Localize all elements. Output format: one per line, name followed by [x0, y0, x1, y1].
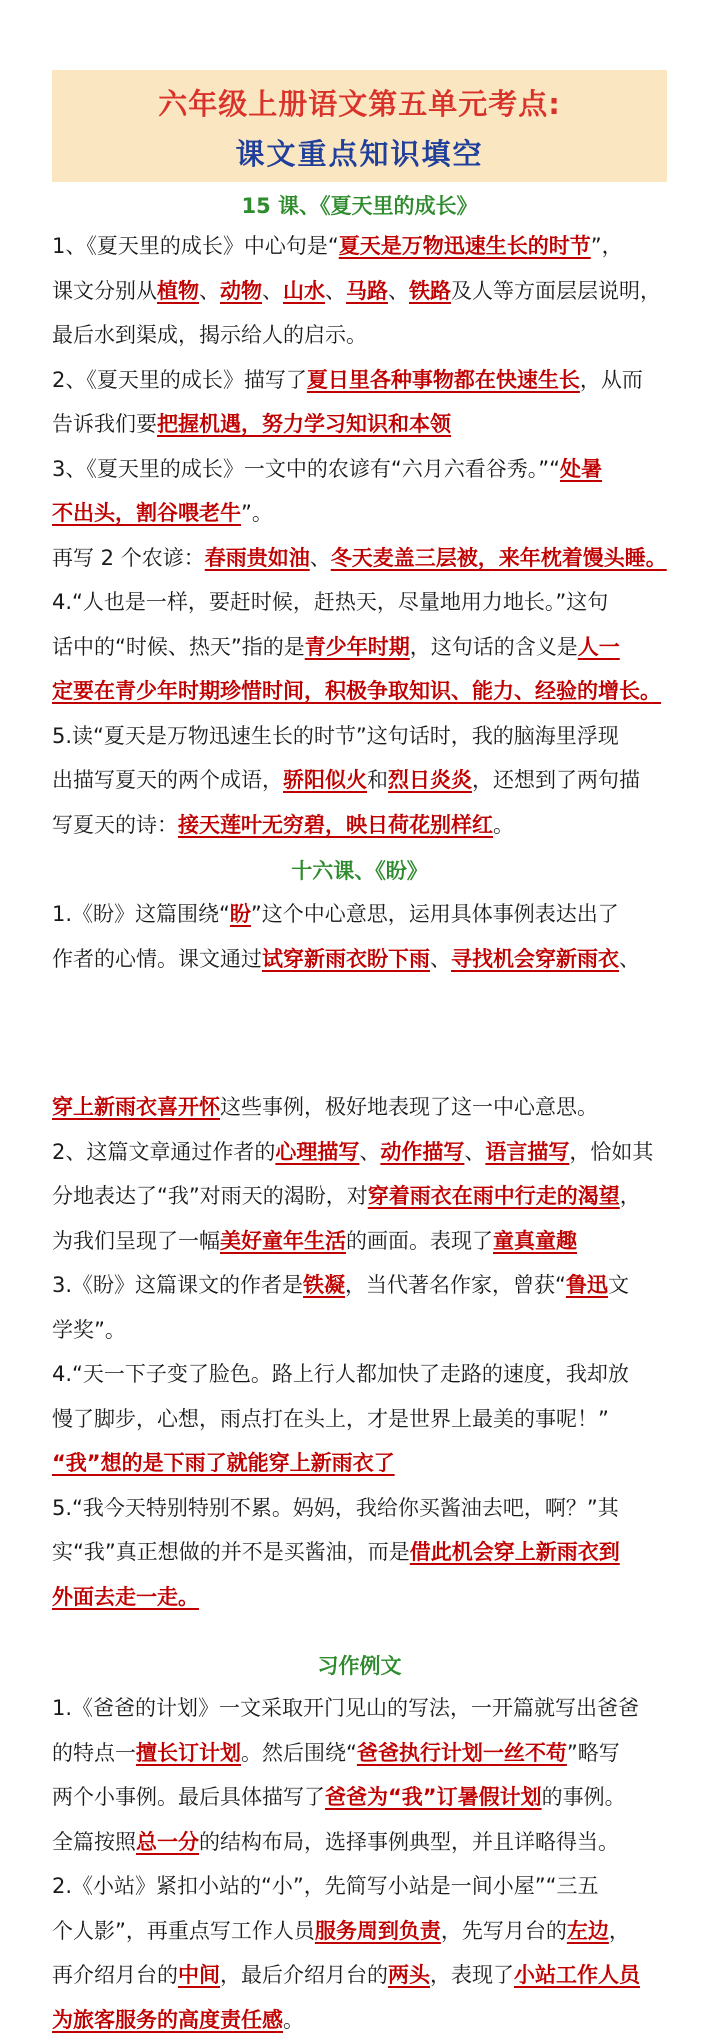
text-line: [52, 1441, 676, 1485]
body-text: 。然后围绕“: [241, 1740, 357, 1765]
body-text: ，先写月台的: [440, 1918, 567, 1943]
answer-text: 青少年时期: [304, 634, 410, 659]
answer-text: 处暑: [560, 456, 602, 481]
text-line: [52, 1486, 676, 1530]
body-text: 、: [199, 278, 220, 303]
body-text: 1、《夏天里的成长》中心句是“: [52, 234, 339, 258]
body-text: 、: [430, 946, 451, 971]
answer-text: 总一分: [136, 1829, 199, 1854]
answer-text: 为旅客服务的高度责任感: [52, 2007, 283, 2032]
answer-text: 春雨贵如油: [204, 545, 310, 570]
body-text: 最后水到渠成，揭示给人的启示。: [52, 323, 367, 347]
body-text: 、: [619, 946, 640, 971]
body-text: 1.《爸爸的计划》一文采取开门见山的写法，一开篇就写出爸爸: [52, 1696, 640, 1720]
body-text: 出描写夏天的两个成语，: [52, 768, 283, 792]
text-line: [52, 1575, 676, 1619]
text-line: [52, 892, 676, 936]
section-title-lesson15: 15 课、《夏天里的成长》: [241, 194, 478, 218]
answer-text: 寻找机会穿新雨衣: [451, 946, 619, 971]
body-text: ，恰如其: [569, 1139, 654, 1164]
answer-text: 铁路: [409, 278, 451, 303]
body-text: 慢了脚步，心想，雨点打在头上，才是世界上最美的事呢！”: [52, 1406, 609, 1431]
answer-text: 铁凝: [303, 1273, 346, 1297]
section-title-lesson16: 十六课、《盼》: [291, 859, 428, 883]
body-text: 4.“天一下子变了脸色。路上行人都加快了走路的速度，我却放: [52, 1362, 629, 1386]
body-text: 3.《盼》这篇课文的作者是: [52, 1273, 304, 1297]
answer-text: 擅长订计划: [136, 1740, 241, 1765]
page-title: 六年级上册语文第五单元考点:: [158, 87, 561, 121]
text-line: [52, 1820, 676, 1864]
text-line: [52, 1263, 676, 1307]
body-text: 写夏天的诗：: [52, 812, 178, 837]
body-text: 实“我”真正想做的并不是买酱油，而是: [52, 1540, 410, 1564]
body-text: ，当代著名作家，曾获“: [345, 1273, 566, 1297]
answer-text: 定要在青少年时期珍惜时间，积极争取知识、能力、经验的增长。: [52, 679, 661, 703]
body-text: ，从而: [579, 367, 643, 392]
text-line: [52, 1953, 676, 1997]
answer-text: 语言描写: [485, 1139, 570, 1164]
body-text: 及人等方面层层说明，: [451, 278, 661, 303]
body-text: ，这句话的含义是: [409, 634, 578, 659]
body-text: 、: [309, 545, 331, 570]
body-text: ，最后介绍月台的: [220, 1963, 388, 1987]
text-line: [52, 1085, 676, 1129]
answer-text: 试穿新雨衣盼下雨: [262, 946, 430, 971]
answer-text: 把握机遇，努力学习知识和本领: [157, 412, 451, 436]
body-text: 2、这篇文章通过作者的: [52, 1139, 276, 1164]
text-line: [52, 758, 676, 802]
answer-text: 植物: [157, 278, 199, 303]
text-line: [52, 1174, 676, 1218]
answer-text: 爸爸为“我”订暑假计划: [325, 1785, 542, 1809]
text-line: [52, 937, 676, 981]
text-line: [52, 224, 676, 268]
answer-text: 心理描写: [275, 1139, 360, 1164]
body-text: 两个小事例。最后具体描写了: [52, 1785, 325, 1809]
text-line: [52, 358, 676, 402]
body-text: ”这个中心意思，运用具体事例表达出了: [250, 902, 619, 926]
answer-text: 夏日里各种事物都在快速生长: [306, 367, 580, 392]
answer-text: 左边: [566, 1918, 609, 1943]
answer-text: 冬天麦盖三层被，来年枕着馒头睡。: [330, 545, 667, 570]
body-text: 的事例。: [541, 1785, 626, 1809]
answer-text: 烈日炎炎: [388, 768, 472, 792]
answer-text: 接天莲叶无穷碧，映日荷花别样红: [178, 812, 493, 837]
body-text: ”略写: [566, 1740, 620, 1765]
text-line: [52, 1775, 676, 1819]
body-text: 5.“我今天特别特别不累。妈妈，我给你买酱油去吧，啊？”其: [52, 1495, 619, 1520]
text-line: [52, 536, 676, 580]
answer-text: 动物: [220, 278, 262, 303]
text-line: [52, 1864, 676, 1908]
text-line: [52, 1219, 676, 1263]
answer-text: 两头: [388, 1963, 430, 1987]
text-line: [52, 491, 676, 535]
answer-text: 马路: [346, 278, 388, 303]
body-text: 文: [607, 1273, 629, 1297]
body-text: 、: [359, 1139, 381, 1164]
text-line: [52, 269, 676, 313]
answer-text: 童真童趣: [493, 1228, 577, 1253]
body-text: 和: [367, 768, 388, 792]
text-line: [52, 447, 676, 491]
answer-text: 动作描写: [380, 1139, 465, 1164]
answer-text: “我”想的是下雨了就能穿上新雨衣了: [52, 1451, 395, 1475]
text-line: [52, 1130, 676, 1174]
body-text: ，表现了: [430, 1963, 514, 1987]
body-text: ，还想到了两句描: [472, 768, 640, 792]
page-subtitle: 课文重点知识填空: [235, 137, 484, 171]
answer-text: 美好童年生活: [220, 1228, 346, 1253]
section-title-writing-examples: 习作例文: [317, 1654, 402, 1678]
answer-text: 服务周到负责: [314, 1918, 441, 1943]
text-line: [52, 313, 676, 357]
text-line: [52, 1530, 676, 1574]
answer-text: 鲁迅: [565, 1273, 608, 1297]
text-line: [52, 1998, 676, 2042]
body-text: 3、《夏天里的成长》一文中的农谚有“六月六看谷秀。”“: [52, 456, 560, 481]
text-line: [52, 1308, 676, 1352]
body-text: 分地表达了“我”对雨天的渴盼，对: [52, 1184, 368, 1208]
body-text: 4.“人也是一样，要赶时候，赶热天，尽量地用力地长。”这句: [52, 590, 609, 614]
body-text: 个人影”，再重点写工作人员: [52, 1918, 315, 1943]
answer-text: 人一: [577, 634, 620, 659]
text-line: [52, 1909, 676, 1953]
text-line: [52, 580, 676, 624]
body-text: 、: [388, 278, 409, 303]
body-text: 的画面。表现了: [346, 1228, 493, 1253]
answer-text: 小站工作人员: [514, 1963, 640, 1987]
body-text: 再介绍月台的: [52, 1963, 178, 1987]
answer-text: 盼: [229, 902, 251, 926]
body-text: ，: [619, 1184, 641, 1208]
body-text: 。: [493, 812, 514, 837]
answer-text: 穿着雨衣在雨中行走的渴望: [367, 1184, 620, 1208]
body-text: 的结构布局，选择事例典型，并且详略得当。: [199, 1829, 619, 1854]
answer-text: 山水: [283, 278, 325, 303]
text-line: [52, 1352, 676, 1396]
body-text: 的特点一: [52, 1740, 136, 1765]
body-text: 5.读“夏天是万物迅速生长的时节”这句话时，我的脑海里浮现: [52, 723, 619, 748]
text-line: [52, 1686, 676, 1730]
body-text: 全篇按照: [52, 1829, 136, 1854]
title-banner: [52, 70, 667, 182]
body-text: 为我们呈现了一幅: [52, 1228, 220, 1253]
answer-text: 骄阳似火: [283, 768, 367, 792]
body-text: 课文分别从: [52, 278, 157, 303]
answer-text: 夏天是万物迅速生长的时节: [338, 234, 591, 258]
body-text: 话中的“时候、热天”指的是: [52, 634, 305, 659]
answer-text: 中间: [178, 1963, 220, 1987]
answer-text: 借此机会穿上新雨衣到: [409, 1540, 620, 1564]
text-line: [52, 1397, 676, 1441]
body-text: 学奖”。: [52, 1317, 126, 1342]
body-text: 作者的心情。课文通过: [52, 946, 262, 971]
body-text: 2、《夏天里的成长》描写了: [52, 367, 307, 392]
body-text: 2.《小站》紧扣小站的“小”，先简写小站是一间小屋”“三五: [52, 1874, 599, 1898]
body-text: 告诉我们要: [52, 412, 157, 436]
body-text: ，: [608, 1918, 630, 1943]
body-text: 这些事例，极好地表现了这一中心意思。: [220, 1095, 598, 1119]
body-text: 、: [325, 278, 346, 303]
text-line: [52, 714, 676, 758]
body-text: 再写 2 个农谚：: [52, 545, 205, 570]
body-text: ”。: [241, 501, 273, 525]
body-text: 。: [283, 2007, 304, 2032]
text-line: [52, 625, 676, 669]
answer-text: 不出头，割谷喂老牛: [52, 501, 241, 525]
answer-text: 穿上新雨衣喜开怀: [52, 1095, 220, 1119]
answer-text: 爸爸执行计划一丝不苟: [356, 1740, 567, 1765]
text-line: [52, 1731, 676, 1775]
body-text: ”，: [590, 234, 623, 258]
text-line: [52, 669, 676, 713]
body-text: 、: [262, 278, 283, 303]
body-text: 1.《盼》这篇围绕“: [52, 902, 230, 926]
text-line: [52, 402, 676, 446]
answer-text: 外面去走一走。: [52, 1584, 199, 1609]
body-text: 、: [464, 1139, 486, 1164]
text-line: [52, 803, 676, 847]
